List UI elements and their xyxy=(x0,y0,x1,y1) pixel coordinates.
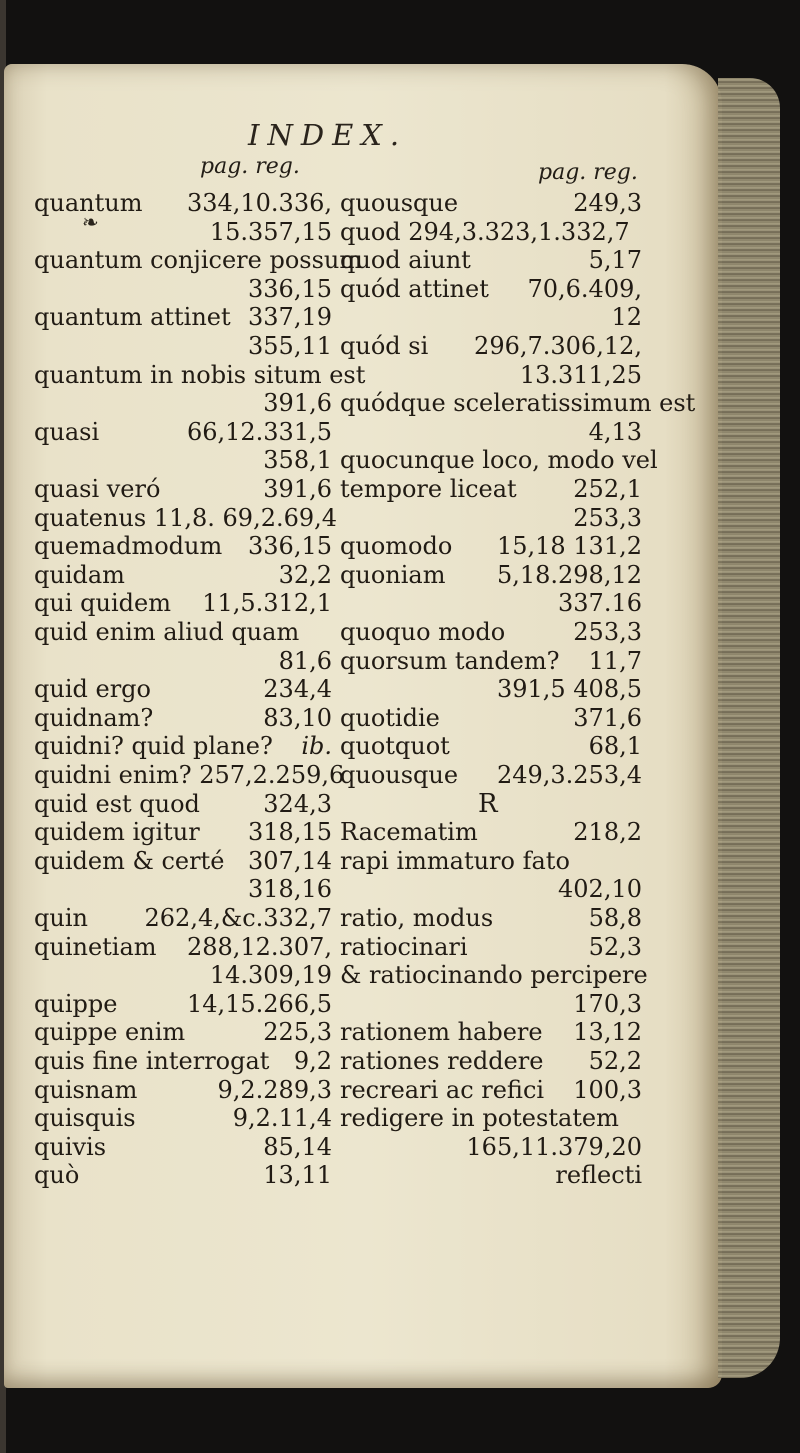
index-entry xyxy=(34,188,332,217)
page-reference: 296,7.306,12, xyxy=(474,332,642,360)
page-reference: 32,2 xyxy=(278,560,332,589)
index-term: tempore liceat xyxy=(340,475,517,503)
index-entry xyxy=(34,1103,332,1132)
page-reference: 307,14 xyxy=(248,846,332,875)
index-entry xyxy=(34,217,332,246)
index-term: quippe enim xyxy=(34,1018,186,1047)
index-term: quis fine interrogat xyxy=(34,1047,270,1075)
index-term: quid est quod xyxy=(34,789,200,818)
index-term: quidam xyxy=(34,560,125,589)
page-reference: 66,12.331,5 xyxy=(186,417,332,446)
page-reference: 165,11.379,20 xyxy=(466,1132,642,1161)
page-reference: 262,4,&c.332,7 xyxy=(144,904,332,932)
index-entry xyxy=(340,474,642,503)
page-reference: 13,11 xyxy=(263,1161,332,1190)
index-term: rationem habere xyxy=(340,1018,543,1047)
page-reference: 15,18 131,2 xyxy=(496,532,642,561)
index-entry xyxy=(340,1017,642,1046)
index-term: quantum attinet xyxy=(34,303,231,332)
page-reference: 13,12 xyxy=(573,1018,642,1047)
index-entry xyxy=(340,1103,642,1132)
index-term: quidni? quid plane? xyxy=(34,732,273,761)
index-entry xyxy=(340,960,648,990)
page-reference: 249,3 xyxy=(573,189,642,217)
index-entry xyxy=(340,817,642,846)
index-term: quousque xyxy=(340,189,459,217)
page-reference: 81,6 xyxy=(278,646,332,675)
page-reference: 9,2 xyxy=(293,1047,332,1075)
index-term: quatenus 11,8. 69,2.69,4 xyxy=(34,503,338,532)
page-reference: 11,7 xyxy=(588,646,642,675)
index-entry xyxy=(340,760,642,789)
index-entry xyxy=(34,274,332,303)
index-term: quidem & certé xyxy=(34,846,225,875)
page-reference: 4,13 xyxy=(588,417,642,446)
index-term: quidem igitur xyxy=(34,818,200,847)
index-entry xyxy=(340,274,642,303)
page-reference: 391,6 xyxy=(263,475,332,503)
page-reference: 334,10.336, xyxy=(186,189,332,217)
page-reference: 253,3 xyxy=(573,503,642,532)
page-reference: 85,14 xyxy=(263,1132,332,1161)
section-letter: R xyxy=(478,788,498,819)
index-term: quemadmodum xyxy=(34,532,223,561)
page-reference: 225,3 xyxy=(263,1018,332,1047)
page-reference: 252,1 xyxy=(573,475,642,503)
index-entry xyxy=(34,617,332,646)
page-reference: 68,1 xyxy=(588,732,642,761)
page-reference: 288,12.307, xyxy=(186,932,332,961)
page-reference: 170,3 xyxy=(573,989,642,1018)
index-entry xyxy=(34,1160,332,1189)
index-entry xyxy=(340,445,658,475)
index-term: quivis xyxy=(34,1132,107,1161)
index-entry xyxy=(340,703,642,732)
index-term: quódque sceleratissimum est xyxy=(340,389,696,418)
index-entry xyxy=(34,874,332,903)
index-term: quid enim aliud quam xyxy=(34,618,300,646)
index-entry xyxy=(34,989,332,1018)
page-reference: 11,5.312,1 xyxy=(202,589,332,618)
index-entry xyxy=(34,331,332,360)
page-reference: 9,2.289,3 xyxy=(217,1075,332,1104)
index-term: quin xyxy=(34,904,88,932)
index-term: quoquo modo xyxy=(340,618,506,646)
index-entry xyxy=(34,1046,332,1075)
index-term: ratio, modus xyxy=(340,904,494,932)
page-reference: 218,2 xyxy=(573,818,642,847)
page-reference: 83,10 xyxy=(263,703,332,732)
index-term: quasi veró xyxy=(34,475,161,503)
page-reference: ib. xyxy=(301,732,332,761)
index-entry xyxy=(340,588,642,617)
index-entry xyxy=(34,960,332,989)
index-term: quidni enim? 257,2.259,6 xyxy=(34,761,345,789)
index-entry xyxy=(34,388,332,417)
index-term: ratiocinari xyxy=(340,932,468,961)
index-entry xyxy=(34,588,332,617)
index-term: quoniam xyxy=(340,560,446,589)
index-term: redigere in potestatem xyxy=(340,1104,619,1133)
page-reference: 337,19 xyxy=(248,303,332,332)
page-reference: 337.16 xyxy=(558,589,642,618)
index-term: quasi xyxy=(34,417,100,446)
index-entry xyxy=(34,445,332,474)
index-entry xyxy=(34,360,366,389)
index-term: quantum conjicere possum xyxy=(34,246,363,275)
index-term: quousque xyxy=(340,761,459,789)
page-reference: 13.311,25 xyxy=(519,360,642,389)
index-term: quantum xyxy=(34,189,143,217)
index-term: quisnam xyxy=(34,1075,138,1104)
index-term: quò xyxy=(34,1161,80,1190)
index-term: rapi immaturo fato xyxy=(340,846,570,875)
page-reference: 12 xyxy=(611,303,642,332)
index-entry xyxy=(340,903,642,932)
page-reference: 336,15 xyxy=(248,274,332,303)
index-entry xyxy=(340,531,642,560)
index-term: quód si xyxy=(340,332,429,360)
index-entry xyxy=(34,703,332,732)
index-entry xyxy=(340,560,642,589)
page-reference: 14.309,19 xyxy=(209,961,332,990)
page-reference: 253,3 xyxy=(573,618,642,646)
index-entry xyxy=(340,388,696,418)
index-term: quinetiam xyxy=(34,932,157,961)
index-entry xyxy=(340,646,642,675)
index-term: quomodo xyxy=(340,532,453,561)
index-entry xyxy=(34,474,332,503)
index-entry xyxy=(340,1046,642,1075)
index-term: quotquot xyxy=(340,732,450,761)
index-term: quocunque loco, modo vel xyxy=(340,446,658,475)
page-reference: 52,2 xyxy=(588,1047,642,1075)
page-reference: 58,8 xyxy=(588,904,642,932)
index-term: quippe xyxy=(34,989,118,1018)
page-reference: 371,6 xyxy=(573,703,642,732)
index-entry xyxy=(34,903,332,932)
index-term: rationes reddere xyxy=(340,1047,544,1075)
page-reference: 318,15 xyxy=(248,818,332,847)
index-term: Racematim xyxy=(340,818,478,847)
index-entry xyxy=(340,217,642,246)
fleuron-ornament: ❧ xyxy=(82,210,99,234)
index-term: quid ergo xyxy=(34,675,151,704)
index-entry xyxy=(340,503,642,532)
page-reference: 249,3.253,4 xyxy=(496,761,642,789)
page-reference: 15.357,15 xyxy=(209,217,332,246)
index-entry xyxy=(340,1075,642,1104)
index-entry xyxy=(34,789,332,818)
index-entry xyxy=(34,531,332,560)
index-entry xyxy=(340,617,642,646)
page-reference: 402,10 xyxy=(558,875,642,904)
index-entry xyxy=(340,245,642,274)
index-entry xyxy=(34,560,332,589)
index-entry xyxy=(34,674,332,703)
index-entry xyxy=(340,674,642,703)
page-reference: 358,1 xyxy=(263,446,332,475)
index-entry xyxy=(34,932,332,961)
page-reference: 336,15 xyxy=(248,532,332,561)
page-reference: 318,16 xyxy=(248,875,332,904)
page-reference: 5,18.298,12 xyxy=(496,560,642,589)
index-entry xyxy=(34,646,332,675)
index-term: recreari ac refici xyxy=(340,1075,545,1104)
index-entry xyxy=(34,245,363,275)
index-entry xyxy=(34,1132,332,1161)
index-entry xyxy=(340,331,642,360)
index-entry xyxy=(340,932,642,961)
index-entry xyxy=(340,846,642,875)
page-reference: 355,11 xyxy=(248,332,332,360)
page-reference: 9,2.11,4 xyxy=(232,1104,332,1133)
page-reference: 391,5 408,5 xyxy=(496,675,642,704)
column-header: pag. reg. xyxy=(538,160,638,185)
index-term: & ratiocinando percipere xyxy=(340,961,648,990)
index-term: quantum in nobis situm est xyxy=(34,360,366,389)
page-reference: 324,3 xyxy=(263,789,332,818)
page-title: INDEX. xyxy=(248,118,408,152)
index-term: quod aiunt xyxy=(340,246,471,275)
index-entry xyxy=(340,1160,642,1189)
page-reference: 234,4 xyxy=(263,675,332,704)
index-term: quotidie xyxy=(340,703,440,732)
index-entry xyxy=(34,302,332,331)
index-entry xyxy=(34,760,345,789)
index-entry xyxy=(34,1075,332,1104)
index-term: quód attinet xyxy=(340,274,489,303)
page-reference: 5,17 xyxy=(588,246,642,275)
index-term: quisquis xyxy=(34,1104,136,1133)
index-entry xyxy=(340,731,642,760)
index-term: quorsum tandem? xyxy=(340,646,560,675)
index-entry xyxy=(340,417,642,446)
index-entry xyxy=(34,731,332,760)
index-entry xyxy=(340,360,642,389)
index-entry xyxy=(34,846,332,875)
index-entry xyxy=(340,188,642,217)
index-entry xyxy=(340,874,642,903)
index-entry xyxy=(340,989,642,1018)
column-header: pag. reg. xyxy=(200,154,300,179)
index-entry xyxy=(34,417,332,446)
page-edges xyxy=(718,78,780,1378)
index-term: quod 294,3.323,1.332,7 xyxy=(340,217,630,246)
index-term: qui quidem xyxy=(34,589,171,618)
page-reference: reflecti xyxy=(555,1161,642,1190)
index-entry xyxy=(34,817,332,846)
index-entry xyxy=(340,302,642,331)
page-reference: 70,6.409, xyxy=(527,274,642,303)
page-reference: 52,3 xyxy=(588,932,642,961)
index-entry xyxy=(34,1017,332,1046)
page-reference: 100,3 xyxy=(573,1075,642,1104)
index-term: quidnam? xyxy=(34,703,154,732)
index-entry xyxy=(340,1132,642,1161)
page-reference: 14,15.266,5 xyxy=(186,989,332,1018)
index-entry xyxy=(34,503,338,532)
page-reference: 391,6 xyxy=(263,389,332,418)
